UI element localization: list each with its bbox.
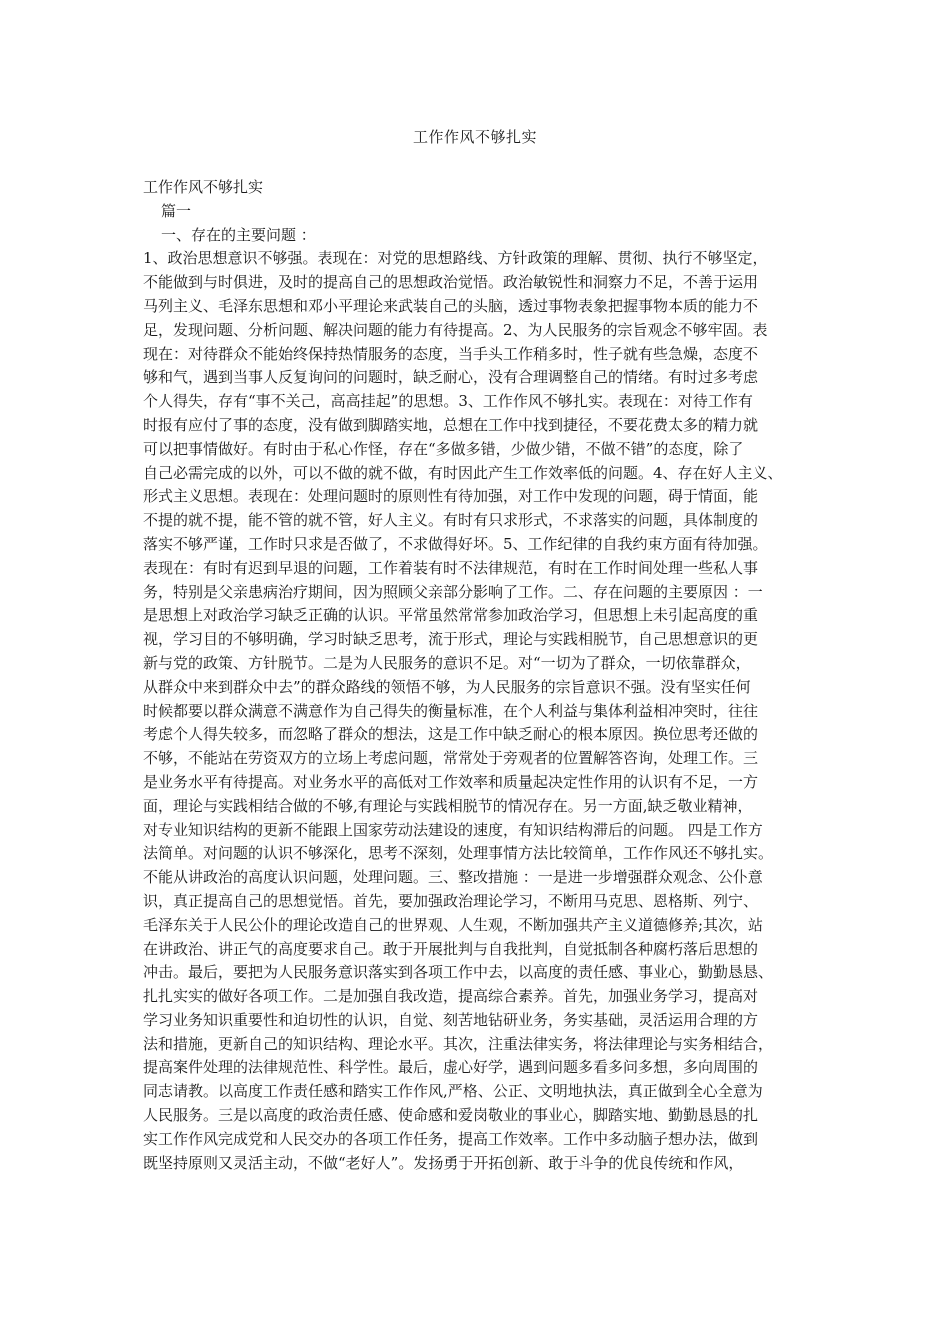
body-line: 足，发现问题、分析问题、解决问题的能力有待提高。2、为人民服务的宗旨观念不够牢固。表 (143, 320, 768, 339)
body-line: 人民服务。三是以高度的政治责任感、使命感和爱岗敬业的事业心，脚踏实地、勤勤恳恳的扎 (143, 1106, 759, 1125)
section-heading: 一、存在的主要问题 ： (161, 225, 316, 244)
body-line: 从群众中来到群众中去”的群众路线的领悟不够，为人民服务的宗旨意识不强。没有坚实任何 (143, 677, 751, 696)
body-line: 不提的就不提，能不管的就不管，好人主义。有时有只求形式，不求落实的问题，具体制度的 (143, 511, 759, 530)
body-line: 不能做到与时俱进，及时的提高自己的思想政治觉悟。政治敏锐性和洞察力不足，不善于运用 (143, 273, 759, 292)
body-line: 扎扎实实的做好各项工作。二是加强自我改造，提高综合素养。首先，加强业务学习，提高对 (143, 987, 759, 1006)
body-line: 考虑个人得失较多，而忽略了群众的想法，这是工作中缺乏耐心的根本原因。换位思考还做的 (143, 725, 759, 744)
body-line: 面，理论与实践相结合做的不够,有理论与实践相脱节的情况存在。另一方面,缺乏敬业精神， (143, 796, 753, 815)
document-body (143, 176, 823, 1175)
body-line: 够和气，遇到当事人反复询问的问题时，缺乏耐心，没有合理调整自己的情绪。有时过多考虑 (143, 368, 759, 387)
body-line: 冲击。最后，要把为人民服务意识落实到各项工作中去，以高度的责任感、事业心，勤勤恳恳、 (143, 963, 774, 982)
body-line: 实工作作风完成党和人民交办的各项工作任务，提高工作效率。工作中多动脑子想办法，做到 (143, 1129, 759, 1148)
body-line: 表现在：有时有迟到早退的问题，工作着装有时不法律规范，有时在工作时间处理一些私人事 (143, 558, 759, 577)
body-line: 视，学习目的不够明确，学习时缺乏思考，流于形式，理论与实践相脱节，自己思想意识的更 (143, 630, 759, 649)
body-line: 是业务水平有待提高。对业务水平的高低对工作效率和质量起决定性作用的认识有不足，一方 (143, 772, 759, 791)
body-line: 自己必需完成的以外，可以不做的就不做，有时因此产生工作效率低的问题。4、存在好人主义、 (143, 463, 783, 482)
body-line: 1、政治思想意识不够强。表现在：对党的思想路线、方针政策的理解、贯彻、执行不够坚定， (143, 249, 768, 268)
body-line: 可以把事情做好。有时由于私心作怪，存在“多做多错，少做少错，不做不错”的态度，除了 (143, 439, 744, 458)
body-line: 提高案件处理的法律规范性、科学性。最后，虚心好学，遇到问题多看多问多想，多向周围的 (143, 1058, 759, 1077)
body-line: 个人得失，存有“事不关己，高高挂起”的思想。3、工作作风不够扎实。表现在：对待工作有 (143, 392, 753, 411)
document-title: 工作作风不够扎实 (412, 128, 537, 146)
body-line: 时报有应付了事的态度，没有做到脚踏实地，总想在工作中找到捷径，不要花费太多的精力就 (143, 415, 759, 434)
body-line: 学习业务知识重要性和迫切性的认识，自觉、刻苦地钻研业务，务实基础，灵活运用合理的方 (143, 1010, 759, 1029)
body-line: 落实不够严谨，工作时只求是否做了，不求做得好坏。5、工作纪律的自我约束方面有待加强。 (143, 534, 768, 553)
body-line: 新与党的政策、方针脱节。二是为人民服务的意识不足。对“一切为了群众，一切依靠群众， (143, 653, 751, 672)
body-line: 法和措施，更新自己的知识结构、理论水平。其次，注重法律实务，将法律理论与实务相结合， (143, 1034, 774, 1053)
body-line: 时候都要以群众满意不满意作为自己得失的衡量标准，在个人利益与集体利益相冲突时，往往 (143, 701, 759, 720)
body-line: 务，特别是父亲患病治疗期间，因为照顾父亲部分影响了工作。二、存在问题的主要原因 ：一 (143, 582, 763, 601)
document-subtitle: 工作作风不够扎实 (143, 178, 264, 196)
body-line: 马列主义、毛泽东思想和邓小平理论来武装自己的头脑，透过事物表象把握事物本质的能力不 (143, 296, 759, 315)
body-line: 是思想上对政治学习缺乏正确的认识。平常虽然常常参加政治学习，但思想上未引起高度的重 (143, 606, 759, 625)
body-line: 既坚持原则又灵活主动，不做“老好人”。发扬勇于开拓创新、敢于斗争的优良传统和作风， (143, 1153, 744, 1172)
body-line: 不够，不能站在劳资双方的立场上考虑问题，常常处于旁观者的位置解答咨询，处理工作。三 (143, 749, 759, 768)
body-line: 现在：对待群众不能始终保持热情服务的态度，当手头工作稍多时，性子就有些急燥，态度不 (143, 344, 759, 363)
body-line: 形式主义思想。表现在：处理问题时的原则性有待加强，对工作中发现的问题，碍于情面，能 (143, 487, 759, 506)
body-paragraph (143, 247, 823, 1175)
body-line: 识，真正提高自己的思想觉悟。首先，要加强政治理论学习，不断用马克思、恩格斯、列宁、 (143, 891, 759, 910)
body-line: 同志请教。以高度工作责任感和踏实工作作风,严格、公正、文明地执法，真正做到全心全意为 (143, 1082, 763, 1101)
body-line: 毛泽东关于人民公仆的理论改造自己的世界观、人生观，不断加强共产主义道德修养;其次，站 (143, 915, 764, 934)
body-line: 在讲政治、讲正气的高度要求自己。敢于开展批判与自我批判，自觉抵制各种腐朽落后思想的 (143, 939, 759, 958)
body-line: 对专业知识结构的更新不能跟上国家劳动法建设的速度，有知识结构滞后的问题。 四是工作方 (143, 820, 763, 839)
body-line: 法简单。对问题的认识不够深化，思考不深刻，处理事情方法比较简单，工作作风还不够扎实。 (143, 844, 774, 863)
body-line: 不能从讲政治的高度认识问题，处理问题。三、整改措施 ：一是进一步增强群众观念、公仆意 (143, 868, 763, 887)
section-label: 篇一 (161, 201, 192, 220)
